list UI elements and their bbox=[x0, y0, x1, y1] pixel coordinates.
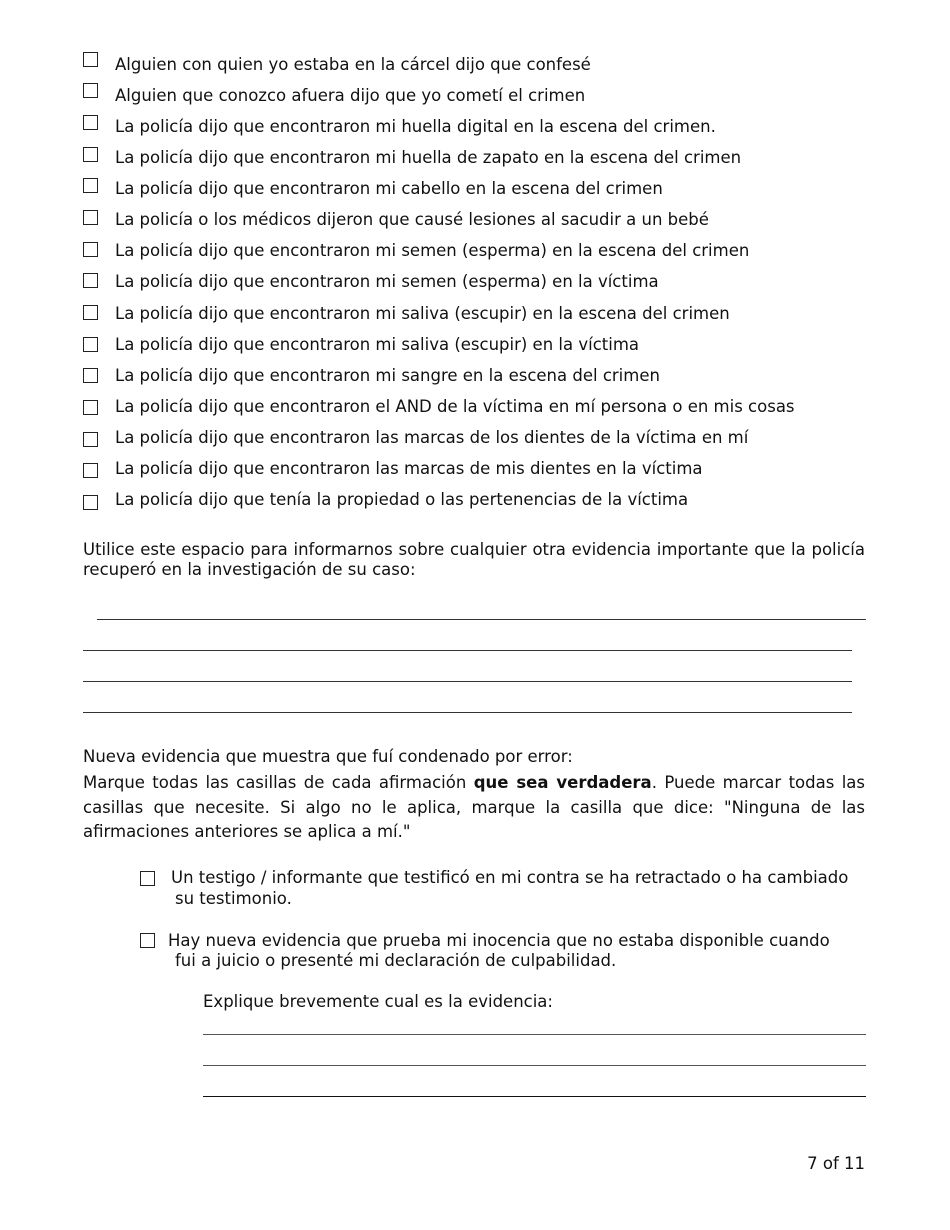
checklist-label: La policía dijo que encontraron mi saliva (escupir) en la víctima bbox=[115, 335, 640, 354]
checklist-label: Alguien con quien yo estaba en la cárcel dijo que confesé bbox=[115, 55, 591, 74]
checkbox[interactable] bbox=[83, 52, 98, 67]
checkbox[interactable] bbox=[83, 368, 98, 383]
witness-recanted-label: Un testigo / informante que testificó en mi contra se ha retractado o ha cambiado bbox=[171, 868, 849, 887]
explain-line[interactable] bbox=[203, 1034, 866, 1035]
checkbox-new-evidence[interactable] bbox=[140, 933, 155, 948]
instructions-emphasis: que sea verdadera bbox=[473, 773, 652, 792]
new-evidence-heading: Nueva evidencia que muestra que fuí condenado por error: bbox=[83, 747, 573, 766]
checklist-label: Alguien que conozco afuera dijo que yo cometí el crimen bbox=[115, 86, 586, 105]
checklist-label: La policía dijo que encontraron mi huella digital en la escena del crimen. bbox=[115, 117, 716, 136]
checkbox[interactable] bbox=[83, 400, 98, 415]
checklist-label: La policía dijo que encontraron mi saliva (escupir) en la escena del crimen bbox=[115, 304, 730, 323]
checkbox[interactable] bbox=[83, 337, 98, 352]
other-evidence-prompt: Utilice este espacio para informarnos sobre cualquier otra evidencia importante que la policía recuperó en la investigación de su caso: bbox=[83, 540, 865, 579]
explain-label: Explique brevemente cual es la evidencia: bbox=[203, 992, 553, 1011]
answer-line[interactable] bbox=[97, 619, 866, 620]
checkbox[interactable] bbox=[83, 463, 98, 478]
checkbox[interactable] bbox=[83, 147, 98, 162]
checklist-label: La policía dijo que encontraron mi semen (esperma) en la escena del crimen bbox=[115, 241, 750, 260]
checkbox[interactable] bbox=[83, 178, 98, 193]
answer-line[interactable] bbox=[83, 650, 852, 651]
checklist-label: La policía dijo que encontraron las marcas de los dientes de la víctima en mí bbox=[115, 428, 749, 447]
explain-line[interactable] bbox=[203, 1096, 866, 1097]
witness-recanted-label-cont: su testimonio. bbox=[175, 889, 292, 908]
new-evidence-instructions bbox=[83, 771, 865, 845]
checkbox[interactable] bbox=[83, 305, 98, 320]
checklist-label: La policía dijo que encontraron mi sangre en la escena del crimen bbox=[115, 366, 660, 385]
checkbox[interactable] bbox=[83, 115, 98, 130]
instructions-text: Marque todas las casillas de cada afirmación bbox=[83, 773, 474, 792]
new-evidence-label: Hay nueva evidencia que prueba mi inocencia que no estaba disponible cuando bbox=[168, 931, 830, 950]
checkbox[interactable] bbox=[83, 495, 98, 510]
checkbox[interactable] bbox=[83, 83, 98, 98]
checkbox[interactable] bbox=[83, 273, 98, 288]
checklist-label: La policía dijo que encontraron mi cabello en la escena del crimen bbox=[115, 179, 663, 198]
checklist-label: La policía o los médicos dijeron que causé lesiones al sacudir a un bebé bbox=[115, 210, 709, 229]
checklist-label: La policía dijo que encontraron mi huella de zapato en la escena del crimen bbox=[115, 148, 742, 167]
checkbox[interactable] bbox=[83, 432, 98, 447]
explain-line[interactable] bbox=[203, 1065, 866, 1066]
answer-line[interactable] bbox=[83, 681, 852, 682]
new-evidence-label-cont: fui a juicio o presenté mi declaración de culpabilidad. bbox=[175, 951, 617, 970]
checkbox[interactable] bbox=[83, 242, 98, 257]
checklist-label: La policía dijo que encontraron el AND de la víctima en mí persona o en mis cosas bbox=[115, 397, 795, 416]
checklist-label: La policía dijo que tenía la propiedad o las pertenencias de la víctima bbox=[115, 490, 689, 509]
checklist-label: La policía dijo que encontraron mi semen (esperma) en la víctima bbox=[115, 272, 659, 291]
page-number: 7 of 11 bbox=[807, 1154, 865, 1173]
answer-line[interactable] bbox=[83, 712, 852, 713]
checkbox-witness-recanted[interactable] bbox=[140, 871, 155, 886]
instructions-text: . Puede marcar todas las casillas que necesite. Si algo no le aplica, marque la casilla que dice: "Ninguna de las afirmaciones anteriores se aplica a mí." bbox=[83, 773, 866, 841]
checklist-label: La policía dijo que encontraron las marcas de mis dientes en la víctima bbox=[115, 459, 703, 478]
checkbox[interactable] bbox=[83, 210, 98, 225]
